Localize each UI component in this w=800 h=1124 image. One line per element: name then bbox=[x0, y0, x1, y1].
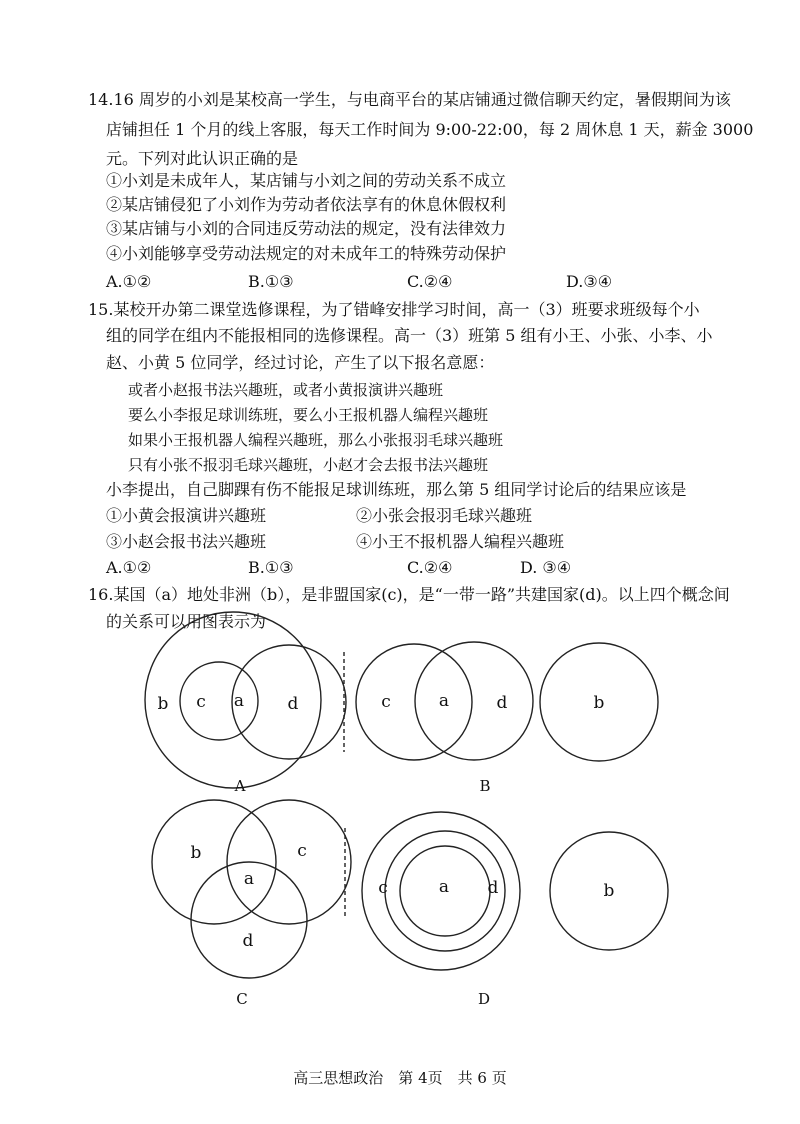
page-footer: 高三思想政治 第 4页 共 6 页 bbox=[293, 1069, 507, 1087]
q15-condition-3: 如果小王报机器人编程兴趣班，那么小张报羽毛球兴趣班 bbox=[128, 431, 504, 449]
diagram-c-label-a: a bbox=[243, 869, 255, 889]
q16-stem-line-2: 的关系可以用图表示为 bbox=[106, 612, 267, 631]
q15-question: 小李提出，自己脚踝有伤不能报足球训练班，那么第 5 组同学讨论后的结果应该是 bbox=[106, 480, 687, 499]
diagram-a-label-c: c bbox=[196, 692, 206, 712]
q15-stem-line-3: 赵、小黄 5 位同学，经过讨论，产生了以下报名意愿： bbox=[106, 353, 495, 372]
q15-statement-1: ①小黄会报演讲兴趣班 bbox=[106, 506, 267, 525]
q15-option-c: C.②④ bbox=[407, 558, 453, 577]
diagram-b-circle-d bbox=[415, 642, 533, 760]
q14-option-a: A.①② bbox=[106, 272, 152, 291]
diagram-c-label-b: b bbox=[190, 843, 202, 863]
q15-option-a: A.①② bbox=[106, 558, 152, 577]
diagram-b-label-b: b bbox=[593, 693, 605, 713]
q15-condition-1: 或者小赵报书法兴趣班，或者小黄报演讲兴趣班 bbox=[128, 381, 444, 399]
q14-stem-line-1: 14.16 周岁的小刘是某校高一学生，与电商平台的某店铺通过微信聊天约定，暑假期间为该 bbox=[88, 90, 731, 109]
q15-condition-4: 只有小张不报羽毛球兴趣班，小赵才会去报书法兴趣班 bbox=[128, 456, 489, 474]
diagram-c-label-d: d bbox=[242, 931, 254, 951]
diagram-d-caption: D bbox=[477, 990, 491, 1008]
q15-option-d: D. ③④ bbox=[520, 558, 572, 577]
q15-condition-2: 要么小李报足球训练班，要么小王报机器人编程兴趣班 bbox=[128, 406, 489, 424]
diagram-a-caption: A bbox=[234, 777, 246, 795]
diagram-a-label-a: a bbox=[233, 691, 245, 711]
diagram-b-label-d: d bbox=[496, 693, 508, 713]
q15-statement-3: ③小赵会报书法兴趣班 bbox=[106, 532, 267, 551]
diagram-b-caption: B bbox=[479, 777, 491, 795]
q14-stem-line-2: 店铺担任 1 个月的线上客服，每天工作时间为 9:00-22:00，每 2 周休息 1 天，薪金 3000 bbox=[106, 120, 754, 139]
diagram-d-label-c: c bbox=[378, 878, 388, 898]
diagram-d-label-d: d bbox=[487, 878, 499, 898]
q15-stem-line-1: 15.某校开办第二课堂选修课程，为了错峰安排学习时间，高一（3）班要求班级每个小 bbox=[88, 300, 700, 319]
diagram-b-circle-c bbox=[356, 644, 472, 760]
diagram-d-label-a: a bbox=[438, 877, 450, 897]
q14-option-b: B.①③ bbox=[248, 272, 294, 291]
q15-option-b: B.①③ bbox=[248, 558, 294, 577]
q14-statement-1: ①小刘是未成年人，某店铺与小刘之间的劳动关系不成立 bbox=[106, 171, 507, 190]
q14-statement-2: ②某店铺侵犯了小刘作为劳动者依法享有的休息休假权利 bbox=[106, 195, 507, 214]
q15-statement-2: ②小张会报羽毛球兴趣班 bbox=[356, 506, 533, 525]
q14-statement-4: ④小刘能够享受劳动法规定的对未成年工的特殊劳动保护 bbox=[106, 244, 507, 263]
q14-option-d: D.③④ bbox=[566, 272, 613, 291]
diagram-a-circle-c bbox=[180, 662, 258, 740]
q16-stem-line-1: 16.某国（a）地处非洲（b），是非盟国家(c)，是“一带一路”共建国家(d)。以上四个概念间 bbox=[88, 585, 730, 604]
diagram-d-label-b: b bbox=[603, 881, 615, 901]
q14-stem-line-3: 元。下列对此认识正确的是 bbox=[106, 149, 299, 168]
q15-statement-4: ④小王不报机器人编程兴趣班 bbox=[356, 532, 565, 551]
diagram-b-label-c: c bbox=[381, 692, 391, 712]
diagram-b-label-a: a bbox=[438, 691, 450, 711]
diagram-a-label-d: d bbox=[287, 694, 299, 714]
q14-statement-3: ③某店铺与小刘的合同违反劳动法的规定，没有法律效力 bbox=[106, 219, 507, 238]
q14-option-c: C.②④ bbox=[407, 272, 453, 291]
diagram-c-caption: C bbox=[236, 990, 248, 1008]
diagram-a-label-b: b bbox=[157, 694, 169, 714]
q15-stem-line-2: 组的同学在组内不能报相同的选修课程。高一（3）班第 5 组有小王、小张、小李、小 bbox=[106, 326, 713, 345]
diagram-c-label-c: c bbox=[297, 841, 307, 861]
